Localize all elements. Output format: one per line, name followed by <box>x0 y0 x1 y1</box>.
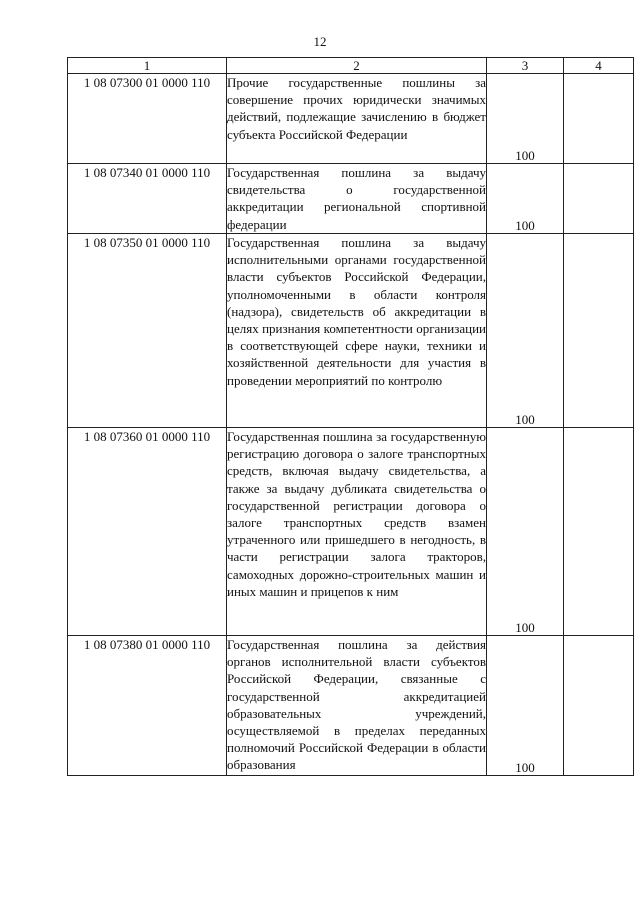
header-col-1: 1 <box>68 58 227 74</box>
col4-cell <box>564 164 634 234</box>
table-row <box>68 428 634 636</box>
col4-cell <box>564 636 634 776</box>
table-row <box>68 164 634 234</box>
revenue-table <box>67 57 634 776</box>
page-number: 12 <box>313 34 327 49</box>
col4-cell <box>564 428 634 636</box>
budget-code: 1 08 07380 01 0000 110 <box>68 636 227 776</box>
budget-code: 1 08 07300 01 0000 110 <box>68 74 227 164</box>
budget-code: 1 08 07350 01 0000 110 <box>68 234 227 428</box>
revenue-description: Государственная пошлина за выдачу свидетельства о государственной аккредитации региональной спортивной федерации <box>227 165 486 232</box>
col4-cell <box>564 234 634 428</box>
header-col-2: 2 <box>227 58 487 74</box>
header-col-3: 3 <box>487 58 564 74</box>
table-row <box>68 74 634 164</box>
norm-percent: 100 <box>487 74 564 164</box>
norm-percent: 100 <box>487 428 564 636</box>
norm-percent: 100 <box>487 234 564 428</box>
header-col-4: 4 <box>564 58 634 74</box>
table-header-row <box>68 58 634 74</box>
col4-cell <box>564 74 634 164</box>
table-row <box>68 234 634 428</box>
revenue-description: Государственная пошлина за действия органов исполнительной власти субъектов Российской Федерации, связанные с государственной аккредитацией образовательных учреждений, осуществляемой в пределах переданных полномочий Российской Федерации в области образования <box>227 636 487 776</box>
table-row <box>68 636 634 776</box>
budget-code: 1 08 07360 01 0000 110 <box>68 428 227 636</box>
norm-percent: 100 <box>487 636 564 776</box>
budget-code: 1 08 07340 01 0000 110 <box>68 164 227 234</box>
norm-percent: 100 <box>487 164 564 234</box>
revenue-description: Прочие государственные пошлины за совершение прочих юридически значимых действий, подлежащие зачислению в бюджет субъекта Российской Федерации <box>227 74 487 164</box>
revenue-description: Государственная пошлина за государственную регистрацию договора о залоге транспортных средств, включая выдачу свидетельства, а также за выдачу дубликата свидетельства о государственной регистрации договора о залоге транспортных средств взамен утраченного или пришедшего в негодность, в части регистрации залога тракторов, самоходных дорожно-строительных машин и иных машин и прицепов к ним <box>227 428 487 636</box>
revenue-description: Государственная пошлина за выдачу исполнительными органами государственной власти субъектов Российской Федерации, уполномоченными в области контроля (надзора), свидетельств об аккредитации в целях признания компетентности организации в соответствующей сфере науки, техники и хозяйственной деятельности для участия в проведении мероприятий по контролю <box>227 234 487 428</box>
